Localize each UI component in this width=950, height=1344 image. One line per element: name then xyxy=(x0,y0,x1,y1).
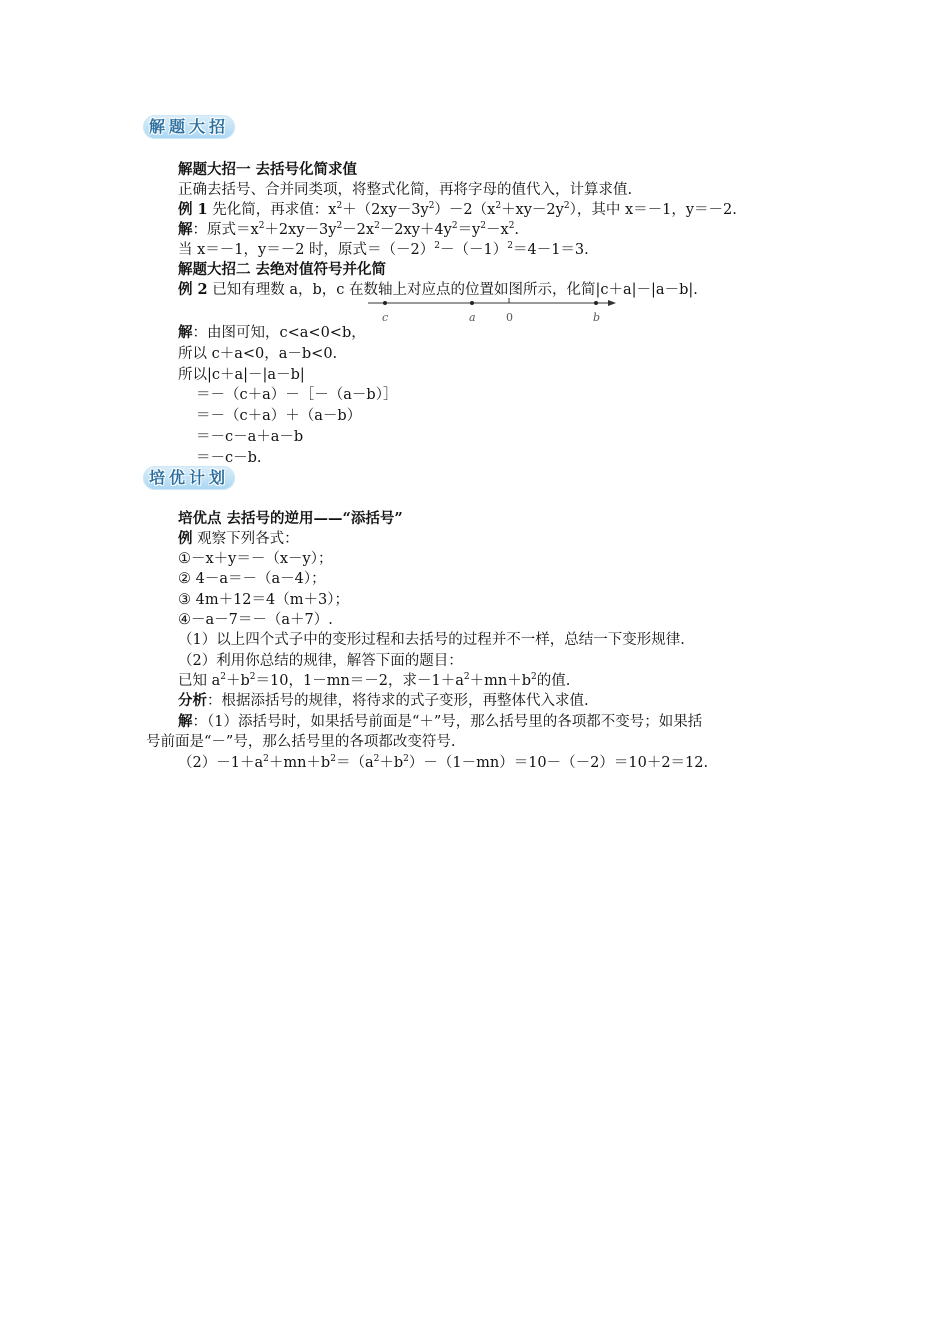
exponent: 2 xyxy=(563,201,570,212)
example-1-text: ）－2（x xyxy=(434,202,496,218)
solution-text: . xyxy=(514,222,520,238)
example-1-text: 先化简，再求值：x xyxy=(207,202,337,218)
exponent: 2 xyxy=(531,672,537,683)
question-text: 已知 a xyxy=(178,673,221,689)
solution-2-line-2: 所以 c＋a<0，a－b<0. xyxy=(178,346,338,362)
solution-text: －2xy＋4y xyxy=(379,222,452,238)
solution-3-line-1 xyxy=(178,712,702,732)
exponent: 2 xyxy=(480,221,486,232)
example-1-text: ＋xy－2y xyxy=(501,202,564,218)
exponent: 2 xyxy=(403,754,409,765)
question-text: ＝10，1－mn＝－2，求－1＋a xyxy=(255,673,464,689)
solution-2-line-6: ＝－c－a＋a－b xyxy=(196,429,304,445)
solution-3-line-3 xyxy=(178,753,708,773)
exponent: 2 xyxy=(463,672,470,683)
solution-1-line-2 xyxy=(178,240,589,260)
peiyou-title: 培优点 去括号的逆用——“添括号” xyxy=(178,510,403,527)
formula-3: ③ 4m＋12＝4（m＋3）； xyxy=(178,592,349,608)
exponent: 2 xyxy=(434,241,440,252)
formula-4: ④－a－7＝－（a＋7）. xyxy=(178,612,333,628)
label-a: a xyxy=(469,311,476,324)
label-c: c xyxy=(382,311,389,324)
point-c xyxy=(383,301,387,305)
label-b: b xyxy=(593,311,601,324)
question-text: ＋b xyxy=(226,673,250,689)
example-1-text: ），其中 x＝－1，y＝－2. xyxy=(569,202,737,218)
exponent: 2 xyxy=(374,221,380,232)
solution-2-line-1 xyxy=(178,323,366,343)
solution-text: ＋2xy－3y xyxy=(264,222,337,238)
solution-2-line-7: ＝－c－b. xyxy=(196,450,262,466)
exponent: 2 xyxy=(258,221,265,232)
question-3 xyxy=(178,671,570,691)
analysis-text: ：根据添括号的规律，将待求的式子变形，再整体代入求值. xyxy=(207,693,589,709)
example-1-text: ＋（2xy－3y xyxy=(342,202,429,218)
exponent: 2 xyxy=(451,221,458,232)
solution-3-line-2: 号前面是“－”号，那么括号里的各项都改变符号. xyxy=(146,734,456,750)
exponent: 2 xyxy=(330,754,336,765)
number-line-svg xyxy=(368,297,616,327)
exponent: 2 xyxy=(336,221,343,232)
example-2-text: 已知有理数 a，b，c 在数轴上对应点的位置如图所示，化简|c＋a|－|a－b|. xyxy=(207,282,698,298)
solution-text: ＋mn＋b xyxy=(268,755,331,771)
example-text: 观察下列各式： xyxy=(192,531,299,547)
solution-label: 解 xyxy=(178,324,193,341)
solution-2-line-5: ＝－（c＋a）＋（a－b） xyxy=(196,408,362,424)
exponent: 2 xyxy=(220,672,226,683)
example-1 xyxy=(178,200,737,220)
exponent: 2 xyxy=(495,201,502,212)
solution-text: ＝（a xyxy=(335,755,374,771)
exponent: 2 xyxy=(507,241,513,252)
exponent: 2 xyxy=(336,201,343,212)
solution-text: －（－1） xyxy=(440,242,508,258)
label-zero: 0 xyxy=(506,311,513,324)
number-line-figure xyxy=(368,297,616,327)
section-title-peiyou-jihua: 培优计划 xyxy=(143,466,235,490)
exponent: 2 xyxy=(508,221,515,232)
solution-2-line-3: 所以|c＋a|－|a－b| xyxy=(178,367,305,383)
peiyou-example xyxy=(178,529,299,549)
method-1-description: 正确去括号、合并同类项，将整式化简，再将字母的值代入，计算求值. xyxy=(178,182,633,198)
solution-text: －x xyxy=(486,222,509,238)
solution-text: 当 x＝－1，y＝－2 时，原式＝（－2） xyxy=(178,242,435,258)
solution-text: ＝y xyxy=(457,222,481,238)
solution-2-line-4: ＝－（c＋a）－［－（a－b）］ xyxy=(196,387,398,403)
solution-label: 解 xyxy=(178,221,193,238)
analysis xyxy=(178,691,589,711)
solution-text: ：原式＝x xyxy=(192,222,259,238)
arrow-head-icon xyxy=(608,300,616,306)
method-2-title: 解题大招二 去绝对值符号并化简 xyxy=(178,261,387,278)
solution-text: ＋b xyxy=(379,755,404,771)
question-2: （2）利用你总结的规律，解答下面的题目： xyxy=(178,653,463,669)
point-b xyxy=(594,301,598,305)
question-text: 的值. xyxy=(536,673,571,689)
example-label: 例 xyxy=(178,530,193,547)
example-2-label: 例 2 xyxy=(178,281,208,298)
question-1: （1）以上四个式子中的变形过程和去括号的过程并不一样，总结一下变形规律. xyxy=(178,632,685,648)
example-1-label: 例 1 xyxy=(178,201,208,218)
formula-1: ①－x＋y＝－（x－y）； xyxy=(178,551,333,567)
solution-text: （2）－1＋a xyxy=(178,755,264,771)
formula-2: ② 4－a＝－（a－4）； xyxy=(178,571,326,587)
section-title-jieti-dazhao: 解题大招 xyxy=(143,115,235,139)
solution-text: ：（1）添括号时，如果括号前面是“＋”号，那么括号里的各项都不变号；如果括 xyxy=(192,714,703,730)
exponent: 2 xyxy=(249,672,256,683)
exponent: 2 xyxy=(373,754,380,765)
solution-label: 解 xyxy=(178,713,193,730)
exponent: 2 xyxy=(428,201,435,212)
solution-text: －2x xyxy=(342,222,375,238)
method-1-title: 解题大招一 去括号化简求值 xyxy=(178,161,358,178)
solution-text: ：由图可知，c<a<0<b， xyxy=(192,325,366,341)
solution-text: ）－（1－mn）＝10－（－2）＝10＋2＝12. xyxy=(408,755,709,771)
solution-text: ＝4－1＝3. xyxy=(512,242,589,258)
solution-1-line-1 xyxy=(178,220,519,240)
analysis-label: 分析 xyxy=(178,692,207,709)
point-a xyxy=(470,301,474,305)
question-text: ＋mn＋b xyxy=(469,673,531,689)
exponent: 2 xyxy=(263,754,269,765)
